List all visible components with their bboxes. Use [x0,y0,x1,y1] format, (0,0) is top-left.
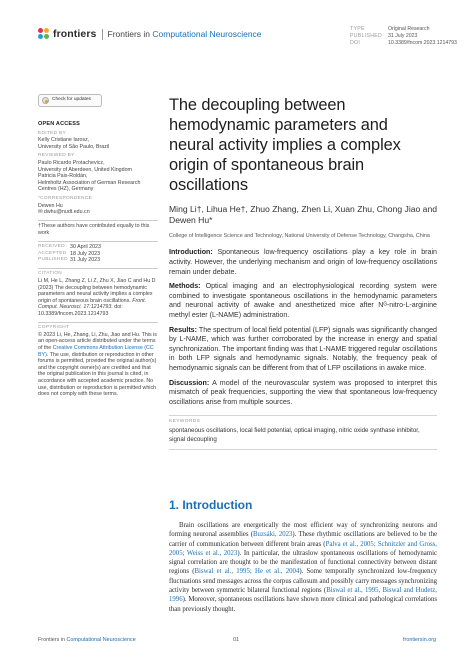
divider [38,241,158,242]
date-value: 30 April 2023 [70,244,101,251]
check-updates-label: Check for updates [52,97,91,103]
dates [38,244,158,264]
meta-key: PUBLISHED [350,33,383,39]
divider [169,449,437,450]
journal-prefix: Frontiers in [107,29,151,39]
citation-link[interactable]: Biswal et al., 1995; He et al., 2004 [194,568,300,576]
copyright-text: . The use, distribution or reproduction in other forums is permitted, provided the original author(s) and the copyright owner(s) are credited and that the original publication in this journal is cited, in accordance with accepted academic practice. No use, distribution or reproduction is permitted which does not comply with these terms. [38,351,157,398]
correspondence-label: *CORRESPONDENCE [38,195,93,201]
introduction-paragraph [169,521,437,614]
section-heading-introduction: 1. Introduction [169,498,253,512]
divider [38,268,158,269]
body-text: ). Moreover, spontaneous oscillations have shown more clinical and pathological correlations than previously thought. [169,596,437,613]
equal-contribution-note: †These authors have contributed equally to this work [38,223,150,236]
body-text: ). In particular, the ultraslow spontaneous oscillations of hemodynamic signal correlation are thought to be the manifestation of functional connectivity between distant regions ( [169,549,437,576]
citation-link[interactable]: Buzsáki, 2023 [253,531,293,539]
divider [38,220,158,221]
meta-value: 31 July 2023 [388,33,418,39]
date-key: PUBLISHED [38,257,68,263]
keywords-label: KEYWORDS [169,415,437,424]
date-key: RECEIVED [38,244,65,250]
journal-name[interactable] [108,29,262,39]
abstract-heading: Discussion: [169,378,210,387]
reviewed-by-label: REVIEWED BY [38,153,75,159]
body-text: ). Some temporally synchronized low-frequency fluctuations send messages across the corpus callosum and possibly carry messages synchronizing activity between symmetric bilateral functional regions ( [169,568,437,595]
abstract-discussion [169,379,437,408]
meta-key: DOI [350,40,361,46]
license-link[interactable]: Creative Commons Attribution License (CC BY) [38,345,154,358]
article-meta [350,26,457,47]
article-title: The decoupling between hemodynamic parameters and neural activity implies a complex origin of spontaneous brain oscillations [169,96,401,194]
correspondence-name: Dewen Hu [38,202,63,209]
abstract-text: A model of the neurovascular system was proposed to interpret this mismatch of peak frequencies, supporting the view that spontaneous low-frequency oscillations arise from multiple sources. [169,378,437,406]
citation [38,278,158,318]
footer-journal[interactable] [38,637,136,643]
body-text: Brain oscillations are energetically the most efficient way of synchronizing neurons and forming neuronal assemblies ( [169,522,437,539]
citation-journal: Front. Comput. Neurosci. 17:1214793. [38,297,147,311]
abstract-introduction [169,248,437,277]
meta-key: TYPE [350,26,365,32]
doi-link[interactable]: 10.3389/fncom.2023.1214793 [388,40,457,46]
keywords: spontaneous oscillations, local field potential, optical imaging, nitric oxide synthase inhibitor, signal decoupling [169,427,420,443]
meta-value: Original Research [388,26,430,32]
affiliation: College of Intelligence Science and Technology, National University of Defense Technology, Changsha, China [169,232,430,239]
divider [38,322,158,323]
abstract-methods [169,282,437,320]
abstract-text: Spontaneous low-frequency oscillations play a key role in brain activity. However, the underlying mechanism and origin of low-frequency oscillations remain under debate. [169,248,437,276]
abstract-heading: Results: [169,325,197,334]
sidebar [38,94,158,398]
frontiers-logo-icon [38,28,50,40]
abstract-text: The spectrum of local field potential (LFP) signals was significantly changed by L-NAME, which was further corroborated by the increase in energy and spatial synchronization. The important finding was that L-NAME triggered regular oscillations in both LFP signals and hemodynamic signals. Notably, the frequency peak of hemodynamic signals can be different from that of LFP oscillations in awake mice. [169,325,437,372]
citation-label: CITATION [38,271,63,277]
body-text: ). These rhythmic oscillations are believed to be the carrier of communication between different brain areas ( [169,531,437,548]
divider [102,29,103,40]
page-number: 01 [233,637,239,643]
abstract [169,248,437,407]
date-key: ACCEPTED [38,250,67,256]
copyright [38,332,158,398]
correspondence-email[interactable]: ✉ dwhu@nudt.edu.cn [38,209,90,216]
update-icon [42,97,49,104]
date-value: 18 July 2023 [70,250,101,257]
footer-journal-name: Computational Neuroscience [66,637,136,643]
journal-title: Computational Neuroscience [152,29,262,39]
editor: Kelly Cristiane Iarosz, University of São Paulo, Brazil [38,137,110,150]
check-for-updates-button[interactable] [38,94,102,107]
brand-name: frontiers [53,28,97,40]
page-header [38,26,457,48]
copyright-label: COPYRIGHT [38,325,70,331]
date-value: 31 July 2023 [70,257,101,264]
citation-doi[interactable]: doi: 10.3389/fncom.2023.1214793 [38,304,123,318]
citation-link[interactable]: Biswal et al., 1995, Biswal and Hudetz, 1996 [169,587,437,604]
author-list: Ming Li†, Lihua He†, Zhuo Zhang, Zhen Li, Xuan Zhu, Chong Jiao and Dewen Hu* [169,204,438,226]
citation-text: Li M, He L, Zhang Z, Li Z, Zhu X, Jiao C and Hu D (2023) The decoupling between hemodynamic parameters and neural activity implies a complex origin of spontaneous brain oscillations. [38,278,156,304]
edited-by-label: EDITED BY [38,130,67,136]
citation-link[interactable]: Palva et al., 2005; Schnitzler and Gross, 2005; Weiss et al., 2023 [169,540,437,557]
abstract-heading: Introduction: [169,248,213,257]
copyright-text: © 2023 Li, He, Zhang, Li, Zhu, Jiao and Hu. This is an open-access article distributed under the terms of the [38,331,157,351]
abstract-results [169,326,437,374]
frontiers-logo[interactable] [38,28,262,40]
reviewers: Paulo Ricardo Protachevicz, University of Aberdeen, United Kingdom Patricia Pais-Roldán, Helmholtz Association of German Research Centres (HZ), Germany [38,159,141,193]
abstract-text: Optical imaging and an electrophysiological recording system were combined to investigate spontaneous oscillations in the hemodynamic parameters and neuronal activity of awake and anesthetized mice after Nᴳ-nitro-L-arginine methyl ester (L-NAME) administration. [169,282,437,319]
abstract-heading: Methods: [169,282,201,291]
footer-journal-prefix: Frontiers in [38,637,67,643]
article-main [169,95,437,449]
site-link[interactable]: frontiersin.org [403,637,436,643]
open-access-label: OPEN ACCESS [38,121,81,127]
